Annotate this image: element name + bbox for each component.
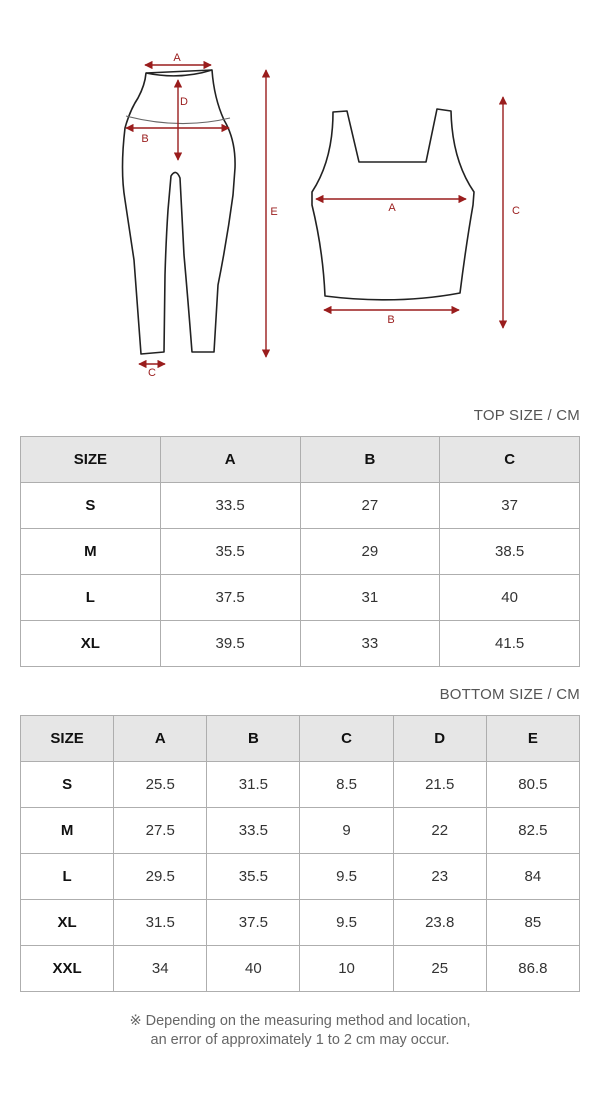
header-size: SIZE (21, 437, 161, 483)
size-cell: XL (21, 900, 114, 946)
table-cell: 27.5 (114, 808, 207, 854)
size-cell: S (21, 762, 114, 808)
size-cell: S (21, 483, 161, 529)
table-cell: 40 (440, 575, 580, 621)
table-row (21, 529, 580, 575)
pants-label-c: C (148, 367, 156, 379)
table-header-row (21, 716, 580, 762)
table-row (21, 900, 580, 946)
table-row (21, 575, 580, 621)
top-label-c: C (512, 205, 520, 217)
size-cell: XXL (21, 946, 114, 992)
table-row (21, 946, 580, 992)
header-a: A (114, 716, 207, 762)
table-cell: 85 (486, 900, 579, 946)
pants-label-b: B (141, 133, 149, 145)
header-size: SIZE (21, 716, 114, 762)
pants-label-a: A (173, 52, 181, 64)
header-a: A (160, 437, 300, 483)
table-cell: 29 (300, 529, 440, 575)
table-cell: 25 (393, 946, 486, 992)
table-cell: 27 (300, 483, 440, 529)
table-cell: 31.5 (114, 900, 207, 946)
table-cell: 84 (486, 854, 579, 900)
table-cell: 33.5 (160, 483, 300, 529)
size-cell: XL (21, 621, 161, 667)
header-c: C (440, 437, 580, 483)
header-e: E (486, 716, 579, 762)
table-cell: 22 (393, 808, 486, 854)
table-cell: 35.5 (207, 854, 300, 900)
table-cell: 10 (300, 946, 393, 992)
top-size-caption: TOP SIZE / CM (473, 407, 580, 424)
pants-label-d: D (180, 96, 188, 108)
size-diagram (0, 0, 600, 395)
table-cell: 34 (114, 946, 207, 992)
table-row (21, 483, 580, 529)
table-cell: 35.5 (160, 529, 300, 575)
top-label-b: B (387, 314, 395, 326)
table-cell: 41.5 (440, 621, 580, 667)
table-cell: 82.5 (486, 808, 579, 854)
table-cell: 23 (393, 854, 486, 900)
table-cell: 86.8 (486, 946, 579, 992)
table-cell: 33 (300, 621, 440, 667)
size-cell: M (21, 529, 161, 575)
header-b: B (300, 437, 440, 483)
table-cell: 21.5 (393, 762, 486, 808)
table-cell: 9 (300, 808, 393, 854)
table-row (21, 808, 580, 854)
table-row (21, 854, 580, 900)
table-cell: 23.8 (393, 900, 486, 946)
bottom-size-caption: BOTTOM SIZE / CM (439, 686, 580, 703)
table-cell: 39.5 (160, 621, 300, 667)
leggings-outline (123, 70, 236, 354)
size-cell: L (21, 575, 161, 621)
table-cell: 40 (207, 946, 300, 992)
note-line-1: ※ Depending on the measuring method and location, (129, 1013, 471, 1029)
table-cell: 31.5 (207, 762, 300, 808)
top-label-a: A (388, 202, 396, 214)
note-line-2: an error of approximately 1 to 2 cm may occur. (150, 1032, 450, 1048)
table-cell: 33.5 (207, 808, 300, 854)
table-cell: 9.5 (300, 854, 393, 900)
table-cell: 37 (440, 483, 580, 529)
size-cell: L (21, 854, 114, 900)
measurement-note (0, 1012, 600, 1050)
table-row (21, 621, 580, 667)
bottom-size-table (20, 715, 580, 992)
header-b: B (207, 716, 300, 762)
table-row (21, 762, 580, 808)
header-c: C (300, 716, 393, 762)
table-cell: 8.5 (300, 762, 393, 808)
table-cell: 80.5 (486, 762, 579, 808)
table-cell: 31 (300, 575, 440, 621)
garment-illustration (0, 0, 600, 395)
table-cell: 29.5 (114, 854, 207, 900)
pants-label-e: E (270, 206, 278, 218)
table-cell: 37.5 (207, 900, 300, 946)
top-size-table (20, 436, 580, 667)
size-cell: M (21, 808, 114, 854)
table-cell: 37.5 (160, 575, 300, 621)
table-cell: 25.5 (114, 762, 207, 808)
table-cell: 38.5 (440, 529, 580, 575)
header-d: D (393, 716, 486, 762)
table-cell: 9.5 (300, 900, 393, 946)
table-header-row (21, 437, 580, 483)
